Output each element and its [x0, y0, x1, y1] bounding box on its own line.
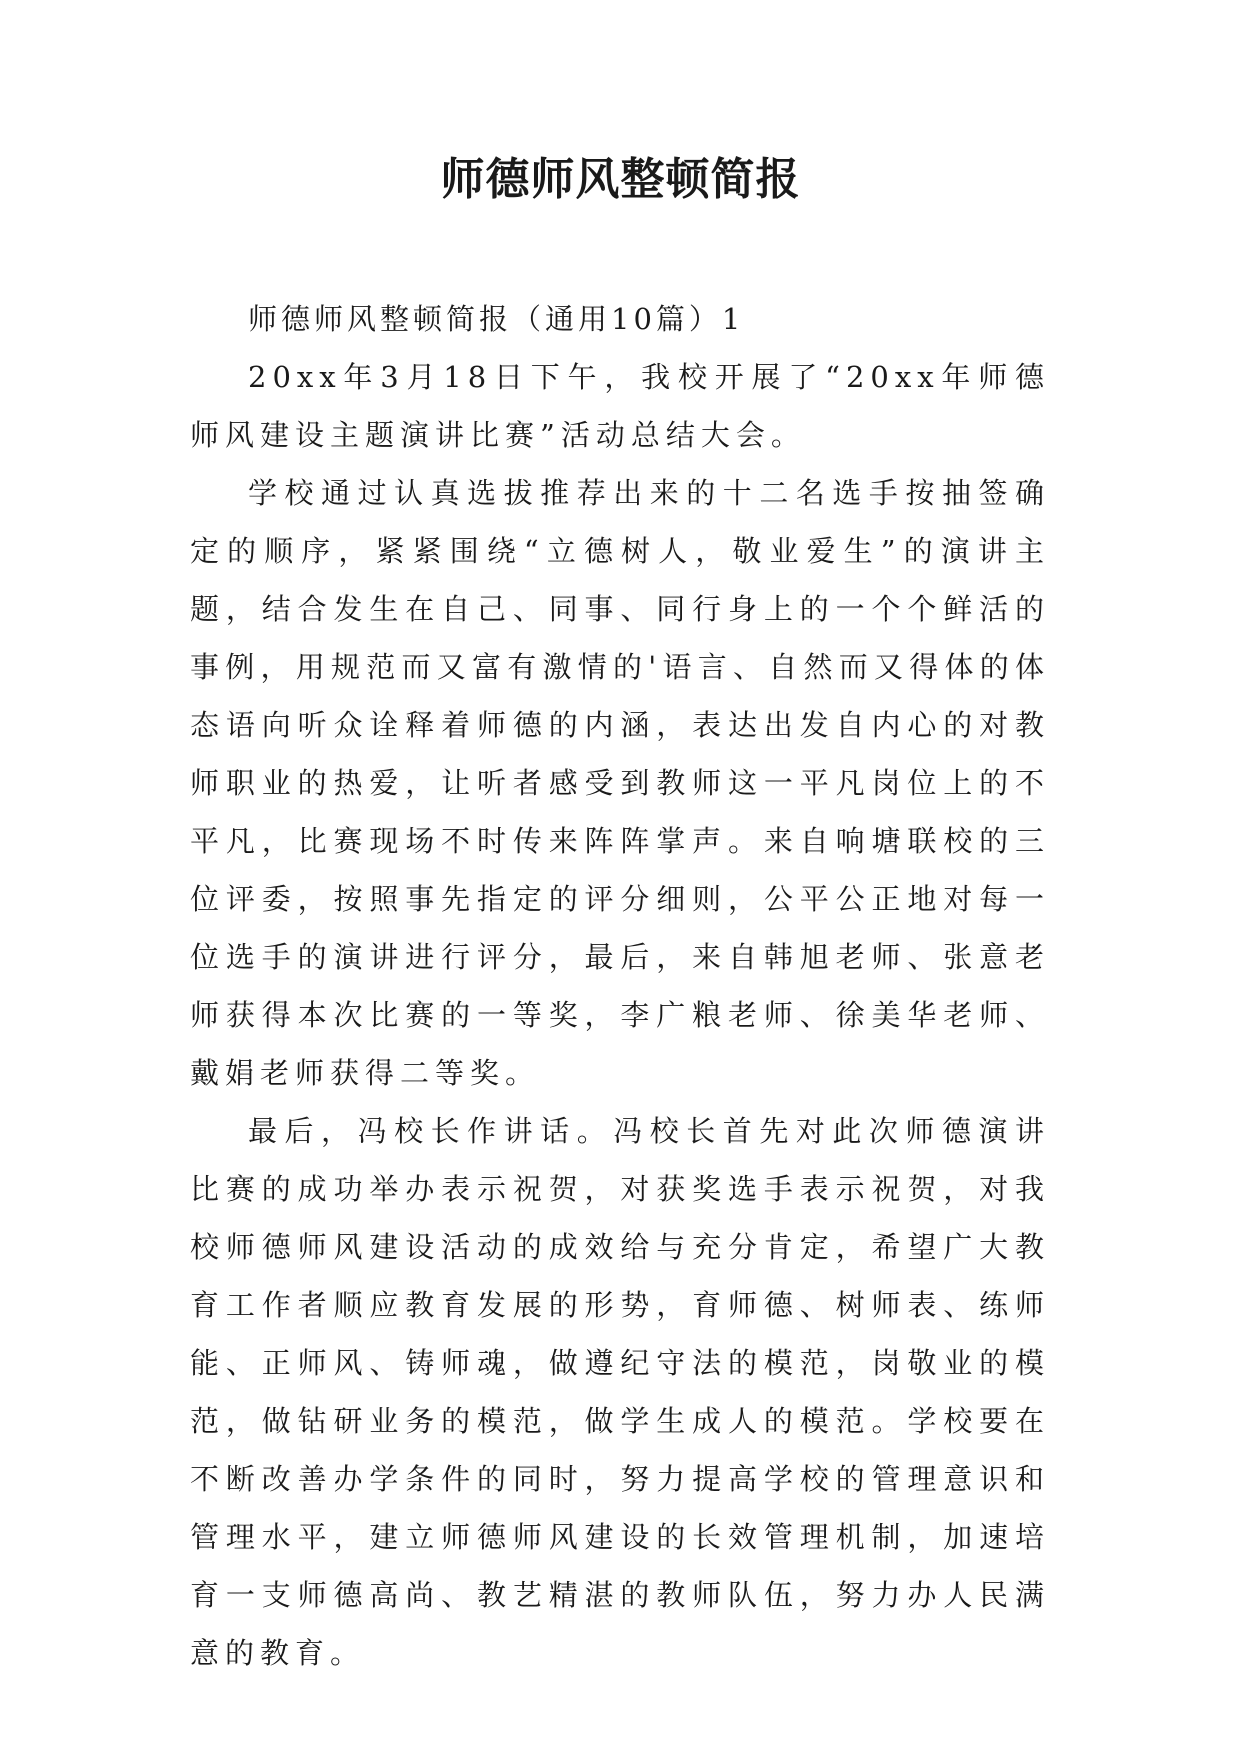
article-heading: 师德师风整顿简报（通用10篇）1 [248, 302, 745, 336]
document-body [190, 290, 1050, 1682]
document-title: 师德师风整顿简报 [440, 154, 801, 205]
paragraph-intro: 20xx年3月18日下午，我校开展了“20xx年师德师风建设主题演讲比赛”活动总结大会。 [190, 360, 1050, 452]
paragraph-contest: 学校通过认真选拔推荐出来的十二名选手按抽签确定的顺序，紧紧围绕“立德树人，敬业爱生”的演讲主题，结合发生在自己、同事、同行身上的一个个鲜活的事例，用规范而又富有激情的'语言、自然而又得体的体态语向听众诠释着师德的内涵，表达出发自内心的对教师职业的热爱，让听者感受到教师这一平凡岗位上的不平凡，比赛现场不时传来阵阵掌声。来自响塘联校的三位评委，按照事先指定的评分细则，公平公正地对每一位选手的演讲进行评分，最后，来自韩旭老师、张意老师获得本次比赛的一等奖，李广粮老师、徐美华老师、戴娟老师获得二等奖。 [190, 476, 1050, 1090]
paragraph-speech: 最后，冯校长作讲话。冯校长首先对此次师德演讲比赛的成功举办表示祝贺，对获奖选手表示祝贺，对我校师德师风建设活动的成效给与充分肯定，希望广大教育工作者顺应教育发展的形势，育师德、树师表、练师能、正师风、铸师魂，做遵纪守法的模范，岗敬业的模范，做钻研业务的模范，做学生成人的模范。学校要在不断改善办学条件的同时，努力提高学校的管理意识和管理水平，建立师德师风建设的长效管理机制，加速培育一支师德高尚、教艺精湛的教师队伍，努力办人民满意的教育。 [190, 1114, 1050, 1670]
